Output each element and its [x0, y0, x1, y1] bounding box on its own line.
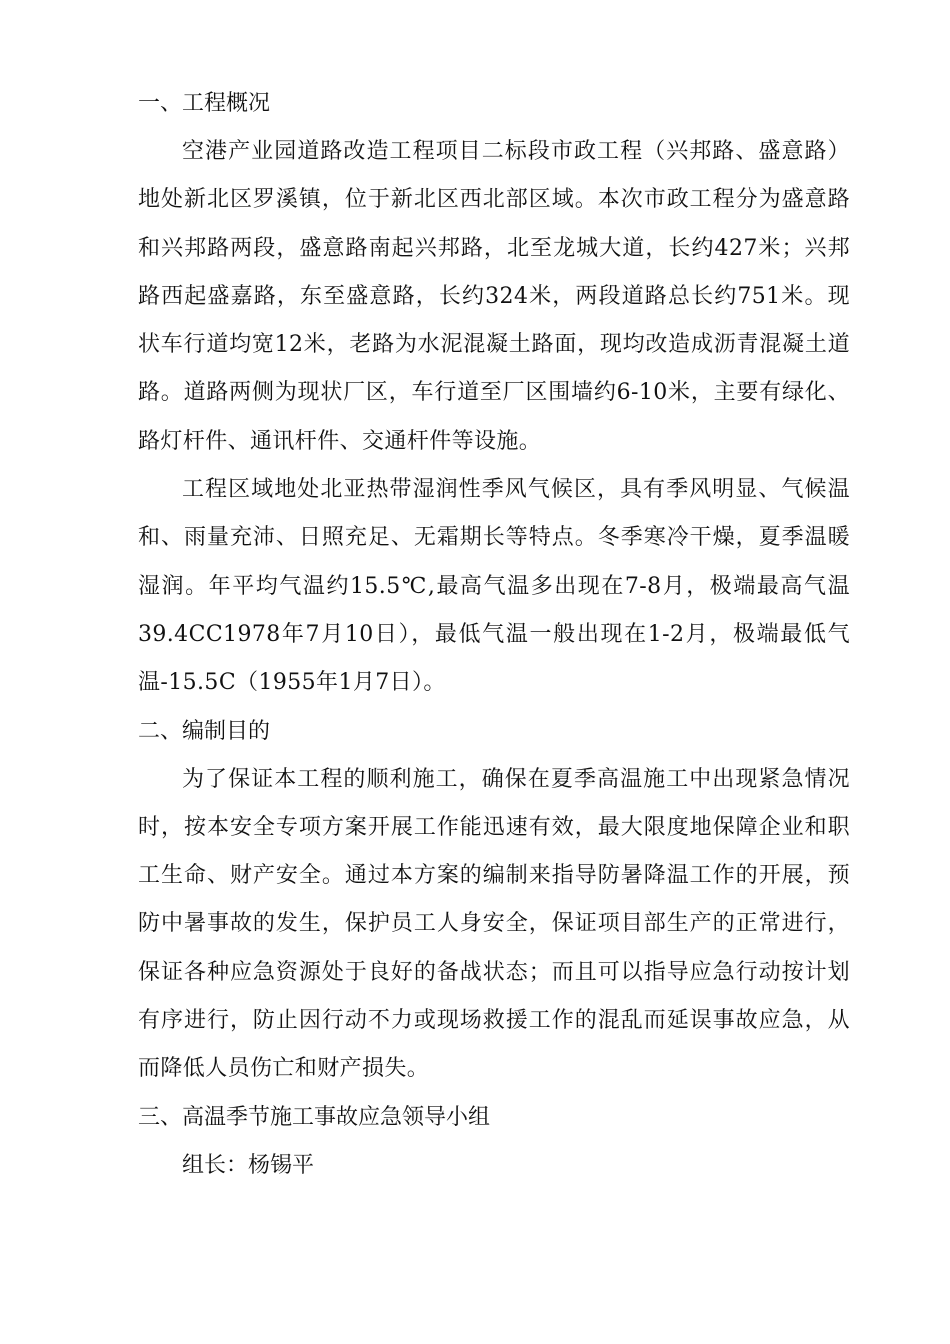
document-page — [138, 80, 850, 1190]
paragraph-purpose: 为了保证本工程的顺利施工，确保在夏季高温施工中出现紧急情况时，按本安全专项方案开展工作能迅速有效，最大限度地保障企业和职工生命、财产安全。通过本方案的编制来指导防暑降温工作的开展，预防中暑事故的发生，保护员工人身安全，保证项目部生产的正常进行，保证各种应急资源处于良好的备战状态；而且可以指导应急行动按计划有序进行，防止因行动不力或现场救援工作的混乱而延误事故应急，从而降低人员伤亡和财产损失。 — [138, 766, 850, 1082]
paragraph-climate-description: 工程区域地处北亚热带湿润性季风气候区，具有季风明显、气候温和、雨量充沛、日照充足、无霜期长等特点。冬季寒冷干燥，夏季温暖湿润。年平均气温约15.5℃,最高气温多出现在7-8月，极端最高气温39.4CC1978年7月10日），最低气温一般出现在1-2月，极端最低气温-15.5C（1955年1月7日）。 — [138, 477, 850, 696]
section-heading-overview: 一、工程概况 — [138, 91, 271, 116]
group-leader-line: 组长：杨锡平 — [182, 1152, 315, 1178]
paragraph-project-description: 空港产业园道路改造工程项目二标段市政工程（兴邦路、盛意路）地处新北区罗溪镇，位于新北区西北部区域。本次市政工程分为盛意路和兴邦路两段，盛意路南起兴邦路，北至龙城大道，长约427米；兴邦路西起盛嘉路，东至盛意路，长约324米，两段道路总长约751米。现状车行道均宽12米，老路为水泥混凝土路面，现均改造成沥青混凝土道路。道路两侧为现状厂区，车行道至厂区围墙约6-10米，主要有绿化、路灯杆件、通讯杆件、交通杆件等设施。 — [138, 139, 850, 454]
section-heading-leadership-group: 三、高温季节施工事故应急领导小组 — [138, 1104, 491, 1130]
section-heading-purpose: 二、编制目的 — [138, 718, 271, 744]
